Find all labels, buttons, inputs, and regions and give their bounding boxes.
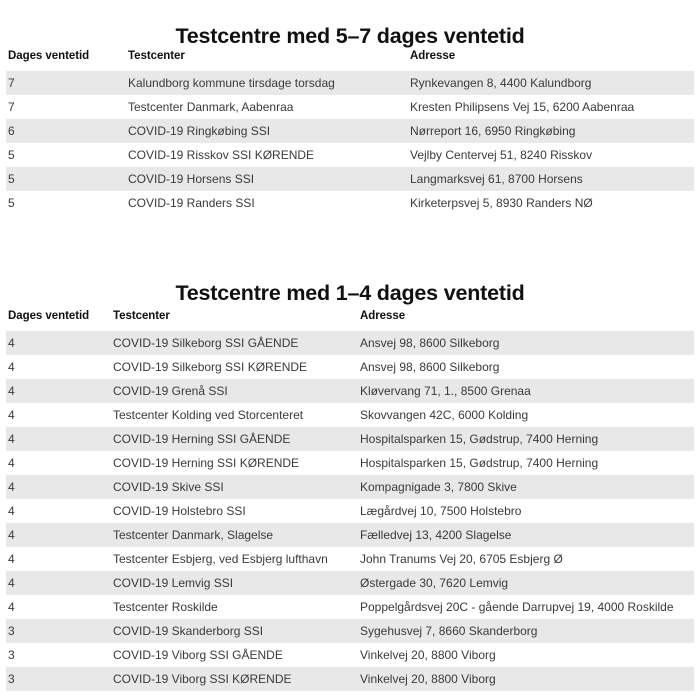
table-row xyxy=(6,523,694,547)
testcentre-table-1-4-days xyxy=(6,310,694,691)
table-row xyxy=(6,499,694,523)
cell-address: Rynkevangen 8, 4400 Kalundborg xyxy=(410,71,694,95)
cell-address: John Tranums Vej 20, 6705 Esbjerg Ø xyxy=(360,547,694,571)
cell-address: Lægårdvej 10, 7500 Holstebro xyxy=(360,499,694,523)
cell-testcenter: COVID-19 Grenå SSI xyxy=(113,379,360,403)
cell-testcenter: Testcenter Danmark, Aabenraa xyxy=(128,95,410,119)
column-header-testcenter: Testcenter xyxy=(113,310,170,322)
cell-testcenter: COVID-19 Skanderborg SSI xyxy=(113,619,360,643)
cell-address: Østergade 30, 7620 Lemvig xyxy=(360,571,694,595)
cell-days-waiting: 5 xyxy=(6,167,128,191)
cell-testcenter: COVID-19 Holstebro SSI xyxy=(113,499,360,523)
cell-address: Vinkelvej 20, 8800 Viborg xyxy=(360,667,694,691)
table-row xyxy=(6,143,694,167)
section-heading-5-7-days: Testcentre med 5–7 dages ventetid xyxy=(175,23,525,48)
table-row xyxy=(6,595,694,619)
cell-testcenter: COVID-19 Randers SSI xyxy=(128,191,410,215)
cell-days-waiting: 4 xyxy=(6,379,113,403)
table-row xyxy=(6,355,694,379)
cell-days-waiting: 7 xyxy=(6,71,128,95)
cell-days-waiting: 3 xyxy=(6,667,113,691)
table-body xyxy=(6,331,694,691)
table-row xyxy=(6,167,694,191)
cell-testcenter: COVID-19 Skive SSI xyxy=(113,475,360,499)
table-header xyxy=(6,50,694,71)
cell-testcenter: Kalundborg kommune tirsdage torsdag xyxy=(128,71,410,95)
cell-testcenter: Testcenter Kolding ved Storcenteret xyxy=(113,403,360,427)
cell-days-waiting: 4 xyxy=(6,523,113,547)
testcentre-table-5-7-days xyxy=(6,50,694,215)
cell-days-waiting: 4 xyxy=(6,547,113,571)
table-header-row xyxy=(6,310,694,331)
cell-address: Vejlby Centervej 51, 8240 Risskov xyxy=(410,143,694,167)
cell-days-waiting: 3 xyxy=(6,643,113,667)
cell-address: Nørreport 16, 6950 Ringkøbing xyxy=(410,119,694,143)
cell-days-waiting: 4 xyxy=(6,571,113,595)
cell-days-waiting: 4 xyxy=(6,331,113,355)
cell-address: Kirketerpsvej 5, 8930 Randers NØ xyxy=(410,191,694,215)
cell-address: Vinkelvej 20, 8800 Viborg xyxy=(360,643,694,667)
cell-days-waiting: 4 xyxy=(6,355,113,379)
cell-testcenter: COVID-19 Silkeborg SSI KØRENDE xyxy=(113,355,360,379)
cell-days-waiting: 4 xyxy=(6,403,113,427)
cell-testcenter: COVID-19 Horsens SSI xyxy=(128,167,410,191)
cell-testcenter: COVID-19 Viborg SSI KØRENDE xyxy=(113,667,360,691)
cell-days-waiting: 6 xyxy=(6,119,128,143)
table-row xyxy=(6,643,694,667)
cell-address: Hospitalsparken 15, Gødstrup, 7400 Herning xyxy=(360,427,694,451)
cell-testcenter: COVID-19 Lemvig SSI xyxy=(113,571,360,595)
cell-address: Hospitalsparken 15, Gødstrup, 7400 Herning xyxy=(360,451,694,475)
cell-address: Ansvej 98, 8600 Silkeborg xyxy=(360,355,694,379)
table-row xyxy=(6,95,694,119)
section-heading-1-4-days: Testcentre med 1–4 dages ventetid xyxy=(175,280,525,305)
cell-days-waiting: 3 xyxy=(6,619,113,643)
cell-address: Ansvej 98, 8600 Silkeborg xyxy=(360,331,694,355)
cell-address: Skovvangen 42C, 6000 Kolding xyxy=(360,403,694,427)
table-row xyxy=(6,331,694,355)
cell-address: Sygehusvej 7, 8660 Skanderborg xyxy=(360,619,694,643)
table-body xyxy=(6,71,694,215)
cell-testcenter: COVID-19 Risskov SSI KØRENDE xyxy=(128,143,410,167)
cell-testcenter: Testcenter Roskilde xyxy=(113,595,360,619)
table-row xyxy=(6,191,694,215)
table-row xyxy=(6,403,694,427)
cell-testcenter: COVID-19 Silkeborg SSI GÅENDE xyxy=(113,331,360,355)
cell-testcenter: COVID-19 Viborg SSI GÅENDE xyxy=(113,643,360,667)
table-row xyxy=(6,451,694,475)
cell-days-waiting: 7 xyxy=(6,95,128,119)
cell-testcenter: Testcenter Esbjerg, ved Esbjerg lufthavn xyxy=(113,547,360,571)
table-row xyxy=(6,619,694,643)
table-row xyxy=(6,379,694,403)
column-header-address: Adresse xyxy=(360,310,406,322)
cell-address: Poppelgårdsvej 20C - gående Darrupvej 19, 4000 Roskilde xyxy=(360,595,694,619)
table-row xyxy=(6,475,694,499)
cell-testcenter: Testcenter Danmark, Slagelse xyxy=(113,523,360,547)
cell-address: Kompagnigade 3, 7800 Skive xyxy=(360,475,694,499)
cell-days-waiting: 4 xyxy=(6,451,113,475)
cell-days-waiting: 4 xyxy=(6,499,113,523)
column-header-testcenter: Testcenter xyxy=(128,50,185,62)
table-row xyxy=(6,547,694,571)
table-row xyxy=(6,71,694,95)
column-header-days: Dages ventetid xyxy=(8,50,90,62)
column-header-days: Dages ventetid xyxy=(8,310,90,322)
cell-days-waiting: 4 xyxy=(6,427,113,451)
table-header xyxy=(6,310,694,331)
cell-testcenter: COVID-19 Herning SSI GÅENDE xyxy=(113,427,360,451)
table-row xyxy=(6,571,694,595)
table-header-row xyxy=(6,50,694,71)
table-row xyxy=(6,667,694,691)
cell-testcenter: COVID-19 Herning SSI KØRENDE xyxy=(113,451,360,475)
cell-address: Kløvervang 71, 1., 8500 Grenaa xyxy=(360,379,694,403)
cell-address: Fælledvej 13, 4200 Slagelse xyxy=(360,523,694,547)
cell-days-waiting: 4 xyxy=(6,475,113,499)
cell-testcenter: COVID-19 Ringkøbing SSI xyxy=(128,119,410,143)
cell-days-waiting: 4 xyxy=(6,595,113,619)
cell-days-waiting: 5 xyxy=(6,143,128,167)
cell-address: Kresten Philipsens Vej 15, 6200 Aabenraa xyxy=(410,95,694,119)
cell-address: Langmarksvej 61, 8700 Horsens xyxy=(410,167,694,191)
table-row xyxy=(6,427,694,451)
table-row xyxy=(6,119,694,143)
cell-days-waiting: 5 xyxy=(6,191,128,215)
column-header-address: Adresse xyxy=(410,50,456,62)
